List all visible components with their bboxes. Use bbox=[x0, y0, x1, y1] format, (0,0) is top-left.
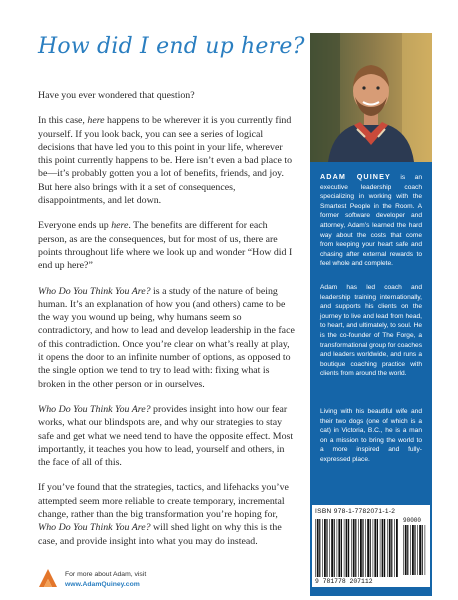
barcode-bar bbox=[329, 519, 330, 577]
barcode-bar bbox=[417, 525, 418, 575]
p6-text-a: If you’ve found that the strategies, tactics, and lifehacks you’ve attempted seem more reliable to create temporary, incremental change, rather than the big transformation you’re hoping for, bbox=[38, 482, 289, 521]
isbn-barcode-block bbox=[312, 505, 430, 587]
barcode-bar bbox=[422, 525, 423, 575]
barcode-bar bbox=[370, 519, 371, 577]
footer-line: For more about Adam, visit bbox=[65, 571, 147, 578]
description-column bbox=[38, 89, 296, 560]
barcode-bar bbox=[337, 519, 338, 577]
author-photo bbox=[310, 33, 432, 162]
isbn-label: ISBN 978-1-7782071-1-2 bbox=[315, 508, 396, 515]
author-bio-personal: Living with his beautiful wife and their two dogs (one of which is a cat) in Victoria, B.C., he is a man on a mission to bring the world to a more inspired and fully-expressed place. bbox=[320, 408, 422, 463]
website-link[interactable]: www.AdamQuiney.com bbox=[65, 580, 140, 588]
paragraph-5 bbox=[38, 403, 296, 469]
barcode-bar bbox=[341, 519, 342, 577]
barcode-bar bbox=[389, 519, 391, 577]
p2-emphasis: here bbox=[87, 115, 105, 127]
p5-text-b: provides insight into how our fear works, what our blindspots are, and why our strategies to stay safe and get what we need tend to have the opposite effect. Most importantly, it teaches you how to lead, yourself and others, in the face of all of this. bbox=[38, 403, 294, 469]
p3-emphasis: here bbox=[111, 220, 129, 232]
barcode-bar bbox=[377, 519, 378, 577]
barcode-bar bbox=[410, 525, 411, 575]
publisher-logo-icon bbox=[38, 568, 58, 588]
barcode-bar bbox=[405, 525, 407, 575]
paragraph-4 bbox=[38, 285, 296, 391]
author-bio-career: Adam has led coach and leadership training internationally, and supports his clients on the journey to live and lead from head, to heart, and ultimately, to soul. He is the co-founder of The Forge, a transformational group for coaches and leaders worldwide, and runs a boutique coaching practice with clients from around the world. bbox=[320, 284, 422, 378]
price-barcode-icon bbox=[403, 525, 427, 575]
barcode-bar bbox=[382, 519, 384, 577]
p2-text-a: In this case, bbox=[38, 115, 88, 127]
paragraph-3 bbox=[38, 219, 296, 272]
barcode-bar bbox=[419, 525, 421, 575]
barcode-bar bbox=[367, 519, 369, 577]
barcode-bar bbox=[412, 525, 414, 575]
barcode-bar bbox=[403, 525, 404, 575]
p5-book-title: Who Do You Think You Are? bbox=[38, 403, 151, 415]
barcode-bar bbox=[315, 519, 316, 577]
barcode-bar bbox=[331, 519, 333, 577]
paragraph-1: Have you ever wondered that question? bbox=[38, 90, 195, 101]
barcode-digits: 9 781778 207112 bbox=[315, 578, 373, 585]
barcode-bar bbox=[348, 519, 349, 577]
barcode-icon bbox=[315, 519, 399, 577]
barcode-bar bbox=[387, 519, 388, 577]
author-name: ADAM QUINEY bbox=[320, 172, 391, 181]
barcode-bar bbox=[414, 525, 415, 575]
barcode-bar bbox=[353, 519, 355, 577]
barcode-bar bbox=[346, 519, 348, 577]
barcode-bar bbox=[362, 519, 363, 577]
paragraph-2 bbox=[38, 114, 296, 207]
barcode-bar bbox=[351, 519, 352, 577]
barcode-bar bbox=[425, 525, 426, 575]
price-code: 90000 bbox=[403, 517, 422, 524]
barcode-bar bbox=[338, 519, 340, 577]
barcode-bar bbox=[407, 525, 408, 575]
footer-text bbox=[65, 570, 146, 589]
barcode-bar bbox=[322, 519, 323, 577]
p6-book-title: Who Do You Think You Are? bbox=[38, 522, 151, 534]
barcode-bar bbox=[358, 519, 359, 577]
barcode-bar bbox=[334, 519, 335, 577]
barcode-bar bbox=[355, 519, 356, 577]
p3-text-c: . The benefits are different for each person, as are the consequences, but for most of us, there are points throughout life where we look up and wonder “How did I end up here?” bbox=[38, 220, 293, 272]
barcode-bar bbox=[391, 519, 392, 577]
barcode-bar bbox=[374, 519, 376, 577]
p4-text-b: is a study of the nature of being human. It’s an explanation of how you (and others) came to be the way you wound up being, why humans seem so contradictory, and how to lead and develop leadership in the face of this contradiction. Once you’re clear on what’s really at play, it opens the door to an infinite number of options, as opposed to the single option we tend to try to lead with: fixing what is broken in the other person or in ourselves. bbox=[38, 285, 295, 390]
p3-text-a: Everyone ends up bbox=[38, 220, 112, 232]
author-bio-intro bbox=[320, 172, 422, 269]
barcode-bar bbox=[319, 519, 320, 577]
barcode-bar bbox=[380, 519, 381, 577]
barcode-bar bbox=[360, 519, 362, 577]
p2-text-c: happens to be wherever it is you currently find yourself. If you look back, you can see a series of logical decisions that have led you to this point in your life, wherever this point currently happens to be. Here isn’t even a bad place to be—it’s probably gotten you a lot of benefits, friends, and joy. But here also brings with it a set of consequences, disappointments, and let down. bbox=[38, 115, 293, 207]
barcode-bar bbox=[317, 519, 319, 577]
barcode-bar bbox=[373, 519, 374, 577]
barcode-bar bbox=[396, 519, 398, 577]
barcode-bar bbox=[365, 519, 366, 577]
bio-intro-text: is an executive leadership coach specializing in working with the Smartest People in the Room. A former software developer and attorney, Adam’s learned the hard way about the costs that come from keeping your heart safe and chasing after external rewards to feel whole and complete. bbox=[320, 174, 422, 268]
barcode-bar bbox=[344, 519, 345, 577]
p4-book-title: Who Do You Think You Are? bbox=[38, 285, 151, 297]
barcode-bar bbox=[324, 519, 326, 577]
back-cover-heading: How did I end up here? bbox=[38, 34, 305, 59]
paragraph-6 bbox=[38, 481, 296, 547]
barcode-bar bbox=[326, 519, 327, 577]
barcode-bar bbox=[394, 519, 395, 577]
barcode-bar bbox=[384, 519, 385, 577]
p6-text-c: will shed light on why this is the case, and provide insight into what you may do instead. bbox=[38, 522, 282, 547]
